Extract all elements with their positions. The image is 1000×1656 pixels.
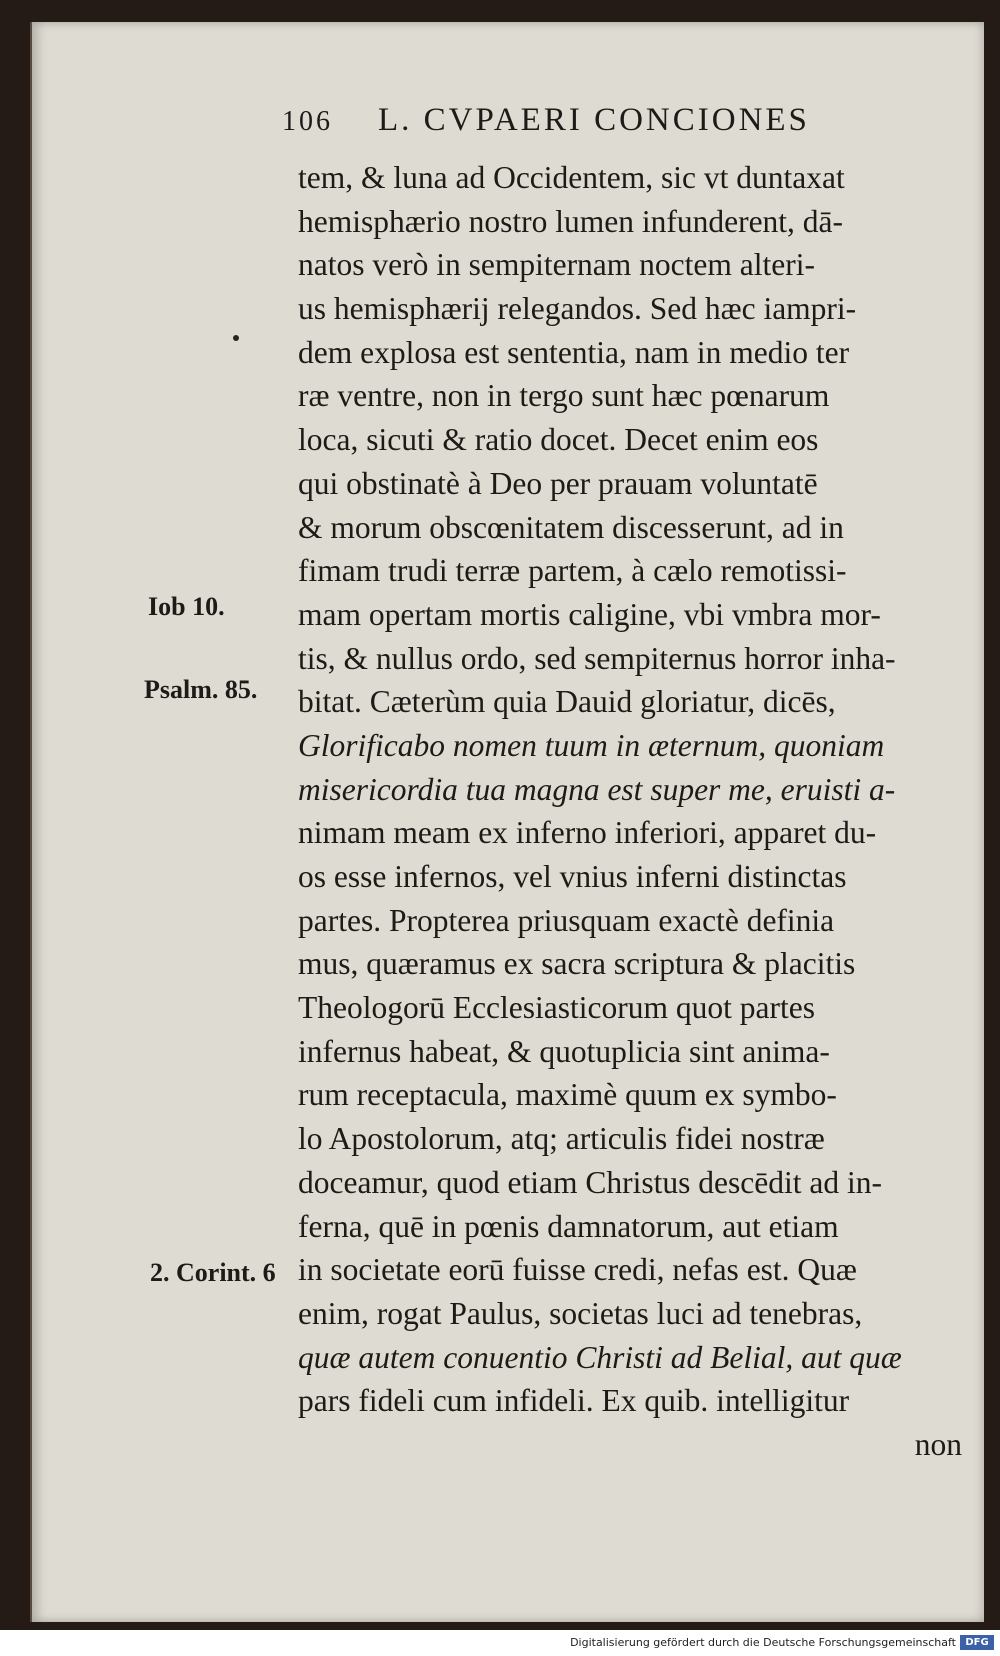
marginal-note-corinth: 2. Corint. 6 bbox=[150, 1258, 276, 1287]
text-line: loca, sicuti & ratio docet. Decet enim eos bbox=[298, 422, 819, 458]
text-line: rum receptacula, maximè quum ex symbo- bbox=[298, 1077, 837, 1113]
text-line: quæ autem conuentio Christi ad Belial, aut quæ bbox=[298, 1339, 902, 1375]
text-line: enim, rogat Paulus, societas luci ad tenebras, bbox=[298, 1295, 863, 1331]
text-line: bitat. Cæterùm quia Dauid gloriatur, dicēs, bbox=[298, 684, 836, 720]
text-line: hemisphærio nostro lumen infunderent, dā- bbox=[298, 203, 844, 239]
text-line: Theologorū Ecclesiasticorum quot partes bbox=[298, 990, 815, 1026]
page-header bbox=[282, 102, 962, 139]
text-line: us hemisphærij relegandos. Sed hæc iampri- bbox=[298, 291, 857, 327]
text-line: ferna, quē in pœnis damnatorum, aut etiam bbox=[298, 1208, 839, 1244]
text-line: lo Apostolorum, atq; articulis fidei nostræ bbox=[298, 1121, 825, 1157]
text-line: misericordia tua magna est super me, eruisti a- bbox=[298, 771, 896, 807]
margin-mark bbox=[233, 335, 239, 341]
text-line: Glorificabo nomen tuum in æternum, quoniam bbox=[298, 727, 885, 763]
marginal-note-job: Iob 10. bbox=[148, 592, 225, 621]
text-line: ræ ventre, non in tergo sunt hæc pœnarum bbox=[298, 378, 830, 414]
text-line: qui obstinatè à Deo per prauam voluntatē bbox=[298, 465, 818, 501]
footer-credit: Digitalisierung gefördert durch die Deutsche Forschungsgemeinschaft bbox=[570, 1636, 956, 1649]
text-line: mam opertam mortis caligine, vbi vmbra mor- bbox=[298, 596, 881, 632]
text-line: & morum obscœnitatem discesserunt, ad in bbox=[298, 509, 844, 545]
text-line: nimam meam ex inferno inferiori, apparet du- bbox=[298, 815, 877, 851]
text-line: mus, quæramus ex sacra scriptura & placitis bbox=[298, 946, 856, 982]
running-title: L. CVPAERI CONCIONES bbox=[378, 102, 810, 138]
text-line: tis, & nullus ordo, sed sempiternus horror inha- bbox=[298, 640, 896, 676]
text-line: os esse infernos, vel vnius inferni distinctas bbox=[298, 859, 847, 894]
text-line: infernus habeat, & quotuplicia sint anima- bbox=[298, 1033, 830, 1069]
dfg-logo: DFG bbox=[960, 1635, 994, 1650]
page-number: 106 bbox=[282, 106, 333, 137]
body-text bbox=[298, 156, 988, 1467]
marginal-note-psalm: Psalm. 85. bbox=[144, 675, 258, 704]
text-line: in societate eorū fuisse credi, nefas est. Quæ bbox=[298, 1252, 857, 1288]
catchword: non bbox=[914, 1426, 962, 1462]
text-line: natos verò in sempiternam noctem alteri- bbox=[298, 247, 815, 283]
text-line: pars fideli cum infideli. Ex quib. intelligitur bbox=[298, 1383, 850, 1419]
text-line: partes. Propterea priusquam exactè definia bbox=[298, 902, 835, 938]
text-line: doceamur, quod etiam Christus descēdit ad in- bbox=[298, 1164, 882, 1200]
text-line: tem, & luna ad Occidentem, sic vt duntaxat bbox=[298, 160, 845, 195]
footer-bar bbox=[0, 1630, 1000, 1656]
text-line: fimam trudi terræ partem, à cælo remotissi- bbox=[298, 553, 847, 589]
text-line: dem explosa est sententia, nam in medio ter bbox=[298, 334, 850, 370]
